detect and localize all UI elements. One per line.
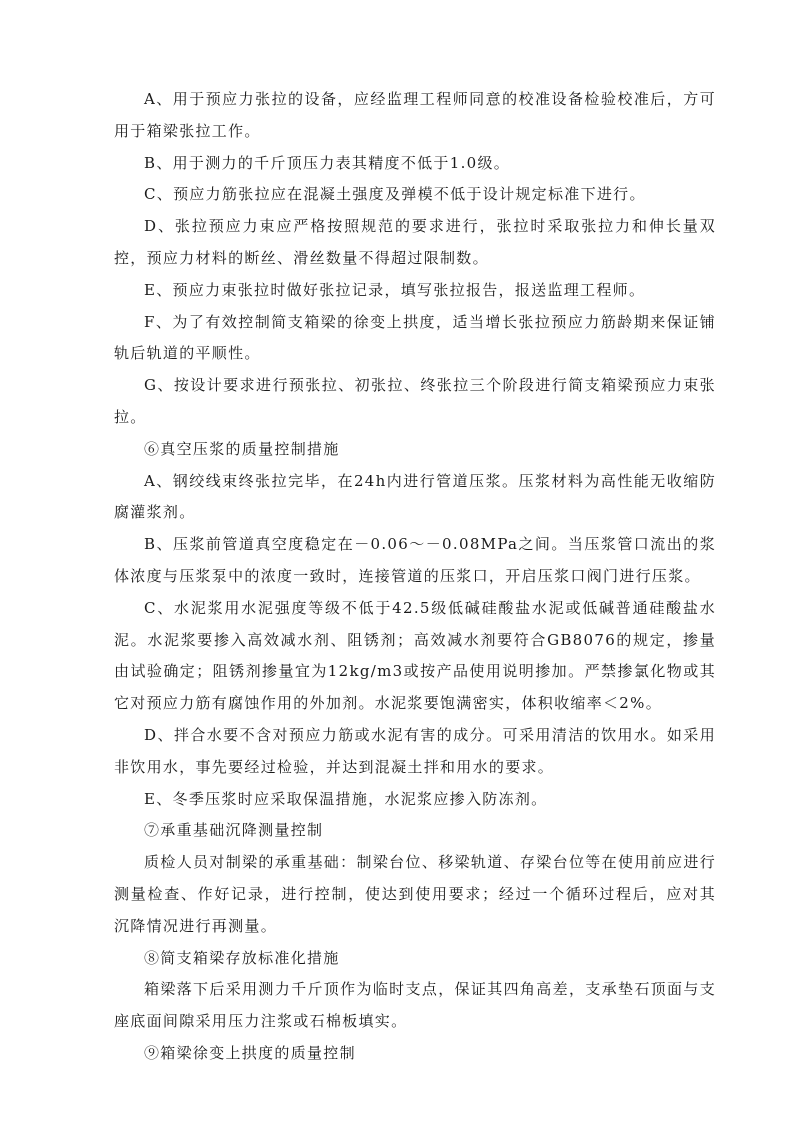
- paragraph-b-jack-gauge: B、用于测力的千斤顶压力表其精度不低于1.0级。: [144, 153, 511, 172]
- paragraph-c-tension-condition: C、预应力筋张拉应在混凝土强度及弹模不低于设计规定标准下进行。: [144, 185, 646, 204]
- paragraph-a-tension-equipment: A、用于预应力张拉的设备，应经监理工程师同意的校准设备检验校准后，方可用于箱梁张拉工作。: [114, 90, 716, 140]
- paragraph-f-camber-control: F、为了有效控制简支箱梁的徐变上拱度，适当增长张拉预应力筋龄期来保证铺轨后轨道的平顺性。: [114, 312, 716, 363]
- paragraph-g-tension-stages: G、按设计要求进行预张拉、初张拉、终张拉三个阶段进行简支箱梁预应力束张拉。: [114, 376, 716, 426]
- paragraph-e-tension-records: E、预应力束张拉时做好张拉记录，填写张拉报告，报送监理工程师。: [144, 280, 646, 299]
- section-heading-8: ⑧简支箱梁存放标准化措施: [144, 948, 340, 967]
- paragraph-a-grouting-timing: A、钢绞线束终张拉完毕，在24h内进行管道压浆。压浆材料为高性能无收缩防腐灌浆剂。: [114, 471, 716, 522]
- section-heading-6: ⑥真空压浆的质量控制措施: [144, 439, 340, 458]
- paragraph-e-winter-grouting: E、冬季压浆时应采取保温措施，水泥浆应掺入防冻剂。: [144, 789, 548, 808]
- paragraph-d-tension-procedure: D、张拉预应力束应严格按照规范的要求进行，张拉时采取张拉力和伸长量双控，预应力材料的断丝、滑丝数量不得超过限制数。: [114, 217, 716, 267]
- paragraph-foundation-check: 质检人员对制梁的承重基础：制梁台位、移梁轨道、存梁台位等在使用前应进行测量检查、作好记录，进行控制，使达到使用要求；经过一个循环过程后，应对其沉降情况进行再测量。: [114, 853, 716, 935]
- section-heading-9: ⑨箱梁徐变上拱度的质量控制: [144, 1043, 356, 1062]
- paragraph-c-cement: C、水泥浆用水泥强度等级不低于42.5级低碱硅酸盐水泥或低碱普通硅酸盐水泥。水泥浆要掺入高效减水剂、阻锈剂；高效减水剂要符合GB8076的规定，掺量由试验确定；阻锈剂掺量宜为12kg/m3或按产品使用说明掺加。严禁掺氯化物或其它对预应力筋有腐蚀作用的外加剂。水泥浆要饱满密实，体积收缩率＜2%。: [114, 598, 716, 713]
- section-heading-7: ⑦承重基础沉降测量控制: [144, 821, 324, 840]
- paragraph-b-vacuum: B、压浆前管道真空度稳定在－0.06～－0.08MPa之间。当压浆管口流出的浆体浓度与压浆泵中的浓度一致时，连接管道的压浆口，开启压浆口阀门进行压浆。: [114, 535, 716, 585]
- document-page: [114, 84, 716, 1070]
- paragraph-beam-storage: 箱梁落下后采用测力千斤顶作为临时支点，保证其四角高差，支承垫石顶面与支座底面间隙采用压力注浆或石棉板填实。: [114, 980, 716, 1031]
- paragraph-d-mixing-water: D、拌合水要不含对预应力筋或水泥有害的成分。可采用清洁的饮用水。如采用非饮用水，事先要经过检验，并达到混凝土拌和用水的要求。: [114, 725, 716, 776]
